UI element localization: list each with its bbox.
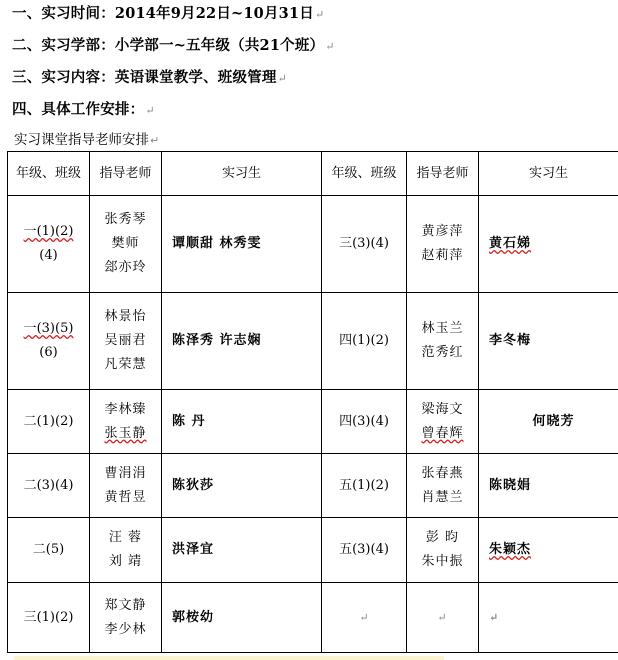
student-cell: 谭顺甜 林秀雯 xyxy=(162,196,322,293)
teacher-cell: 林玉兰 范秀红 xyxy=(407,293,479,390)
teacher-cell: 梁海文 曾春辉 xyxy=(407,390,479,454)
table-caption: 实习课堂指导老师安排↵ xyxy=(14,132,160,148)
student-cell: 郭桉幼 xyxy=(162,583,322,653)
teacher-cell: ↵ xyxy=(407,583,479,653)
header-class: 年级、班级 xyxy=(8,152,90,196)
class-cell: 五(1)(2) xyxy=(322,454,407,518)
student-cell: 黄石娣 xyxy=(479,196,618,293)
highlight-strip xyxy=(14,656,444,660)
header-teacher: 指导老师 xyxy=(90,152,162,196)
class-cell: 三(3)(4) xyxy=(322,196,407,293)
student-cell: 洪泽宜 xyxy=(162,518,322,583)
table-row xyxy=(8,518,618,583)
student-cell: 陈泽秀 许志娴 xyxy=(162,293,322,390)
class-cell: 五(3)(4) xyxy=(322,518,407,583)
student-cell: 陈狄莎 xyxy=(162,454,322,518)
header-class: 年级、班级 xyxy=(322,152,407,196)
teacher-cell: 张春燕 肖慧兰 xyxy=(407,454,479,518)
class-cell: 二(5) xyxy=(8,518,90,583)
table-row xyxy=(8,390,618,454)
student-cell: 李冬梅 xyxy=(479,293,618,390)
teacher-cell: 汪 蓉 刘 靖 xyxy=(90,518,162,583)
header-teacher: 指导老师 xyxy=(407,152,479,196)
class-cell: 二(3)(4) xyxy=(8,454,90,518)
class-cell: ↵ xyxy=(322,583,407,653)
teacher-cell: 郑文静 李少林 xyxy=(90,583,162,653)
table-row xyxy=(8,293,618,390)
class-cell: 一(1)(2) (4) xyxy=(8,196,90,293)
student-cell: 陈晓娟 xyxy=(479,454,618,518)
student-cell: 何晓芳 xyxy=(479,390,618,454)
heading-internship-time: 一、实习时间：2014年9月22日~10月31日↵ xyxy=(12,5,325,22)
teacher-cell: 彭 昀 朱中振 xyxy=(407,518,479,583)
class-cell: 二(1)(2) xyxy=(8,390,90,454)
header-student: 实习生 xyxy=(479,152,618,196)
teacher-cell: 黄彦萍 赵莉萍 xyxy=(407,196,479,293)
student-cell: 陈 丹 xyxy=(162,390,322,454)
class-cell: 一(3)(5) (6) xyxy=(8,293,90,390)
table-row xyxy=(8,583,618,653)
heading-internship-division: 二、实习学部：小学部一~五年级（共21个班）↵ xyxy=(12,37,335,54)
class-cell: 四(1)(2) xyxy=(322,293,407,390)
heading-work-arrangement: 四、具体工作安排：↵ xyxy=(12,101,155,118)
heading-internship-content: 三、实习内容：英语课堂教学、班级管理↵ xyxy=(12,69,288,86)
supervisor-schedule-table xyxy=(7,151,618,653)
student-cell: 朱颖杰 xyxy=(479,518,618,583)
teacher-cell: 林景怡 吴丽君 凡荣慧 xyxy=(90,293,162,390)
table-row xyxy=(8,196,618,293)
class-cell: 三(1)(2) xyxy=(8,583,90,653)
teacher-cell: 曹涓涓 黄哲昱 xyxy=(90,454,162,518)
class-cell: 四(3)(4) xyxy=(322,390,407,454)
teacher-cell: 张秀琴 樊师 郐亦玲 xyxy=(90,196,162,293)
teacher-cell: 李林臻 张玉静 xyxy=(90,390,162,454)
header-row xyxy=(8,152,618,196)
header-student: 实习生 xyxy=(162,152,322,196)
table-row xyxy=(8,454,618,518)
student-cell: ↵ xyxy=(479,583,618,653)
